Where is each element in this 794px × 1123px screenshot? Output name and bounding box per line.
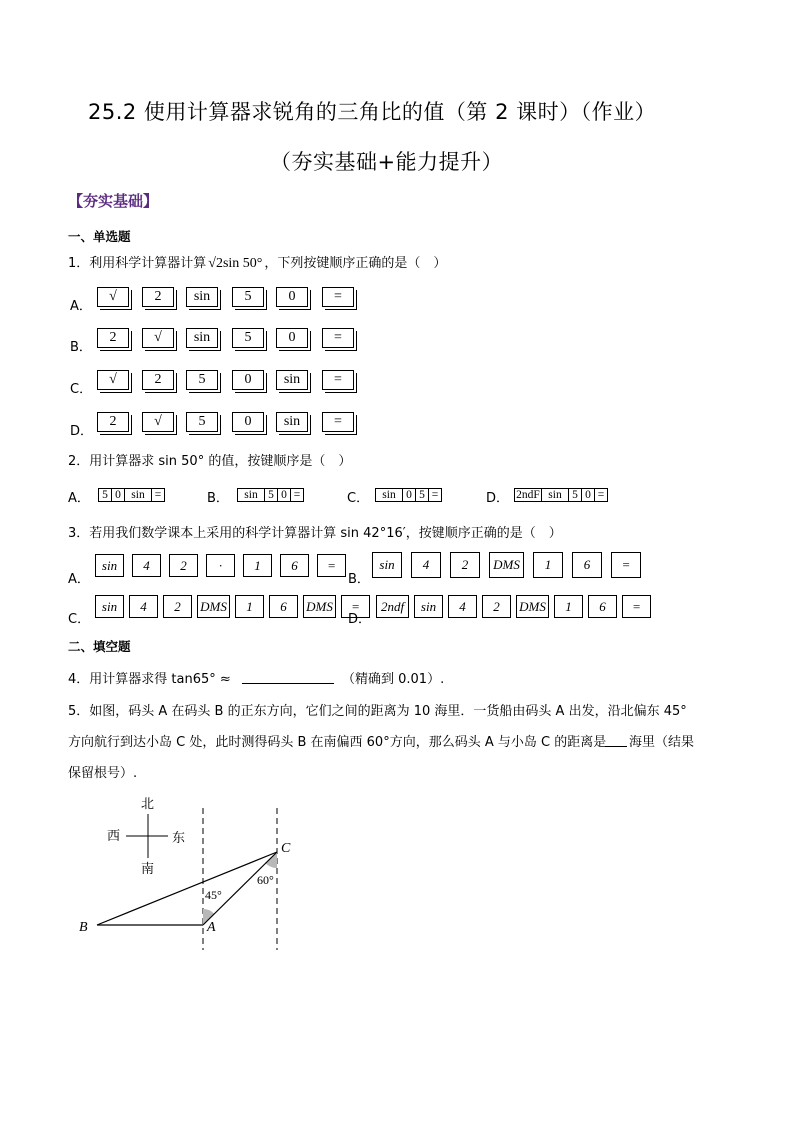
q1-option-b-key: = <box>322 328 354 348</box>
q2-option-a-label: A． <box>68 491 90 506</box>
q2-option-d-label: D． <box>486 491 510 506</box>
q3-option-b-key: sin <box>372 552 402 578</box>
angle-a-label: 45° <box>205 888 222 902</box>
question-4-precision: （精确到 0.01）. <box>342 672 445 687</box>
q2-option-a-key: sin <box>124 488 152 502</box>
compass-south-label: 南 <box>141 861 155 876</box>
page-title-line2: （夯实基础+能力提升） <box>270 150 504 174</box>
q3-option-d-key: 4 <box>448 595 477 618</box>
q1-option-b-label: B． <box>70 340 92 355</box>
q1-option-d-key: 2 <box>97 412 129 432</box>
compass-west-label: 西 <box>107 828 121 843</box>
q2-option-b-key: 0 <box>277 488 291 502</box>
q1-option-c-key: 0 <box>232 370 264 390</box>
q3-option-b-key: DMS <box>489 552 524 578</box>
q2-option-d-key: = <box>594 488 608 502</box>
q3-option-b-key: 4 <box>411 552 441 578</box>
q3-option-b-key: 1 <box>533 552 563 578</box>
q2-option-a-key: 5 <box>98 488 112 502</box>
q3-option-c-key: DMS <box>197 595 230 618</box>
q3-option-a-key: · <box>206 554 235 577</box>
q2-option-d-key: 0 <box>581 488 595 502</box>
q1-option-b-key: √ <box>142 328 174 348</box>
q1-option-a-key: = <box>322 287 354 307</box>
q3-option-c-key: = <box>341 595 370 618</box>
q1-option-a-label: A． <box>70 299 92 314</box>
q1-option-b-key: sin <box>186 328 218 348</box>
q3-option-d-key: 2ndf <box>376 595 409 618</box>
q1-option-a-key: 0 <box>276 287 308 307</box>
q2-option-a-key: = <box>151 488 165 502</box>
q3-option-a-key: sin <box>95 554 124 577</box>
q3-option-a-label: A． <box>68 572 90 587</box>
question-5-line2: 方向航行到达小岛 C 处，此时测得码头 B 在南偏西 60°方向，那么码头 A 与小岛 C 的距离是 <box>68 735 607 750</box>
question-5-line2-after: 海里（结果 <box>629 735 695 750</box>
question-5-line1: 5．如图，码头 A 在码头 B 的正东方向，它们之间的距离为 10 海里．一货船由码头 A 出发，沿北偏东 45° <box>68 704 687 719</box>
q3-option-d-key: 6 <box>588 595 617 618</box>
part-heading-single-choice: 一、单选题 <box>68 229 131 244</box>
q1-option-c-key: = <box>322 370 354 390</box>
q1-option-c-label: C． <box>70 382 93 397</box>
q3-option-b-label: B． <box>348 572 370 587</box>
q1-option-d-key: sin <box>276 412 308 432</box>
q3-option-c-key: 4 <box>129 595 158 618</box>
q3-option-d-key: 2 <box>482 595 511 618</box>
q2-option-a-key: 0 <box>111 488 125 502</box>
q3-option-d-key: sin <box>414 595 443 618</box>
q3-option-a-key: 2 <box>169 554 198 577</box>
q3-option-d-key: 1 <box>554 595 583 618</box>
q2-option-c-key: sin <box>375 488 403 502</box>
q2-option-b-label: B． <box>207 491 229 506</box>
q3-option-a-key: 4 <box>132 554 161 577</box>
q1-option-d-key: = <box>322 412 354 432</box>
q1-option-d-label: D． <box>70 424 94 439</box>
q2-option-b-key: sin <box>237 488 265 502</box>
q3-option-a-key: 6 <box>280 554 309 577</box>
question-1-expression: √2sin 50° <box>208 256 263 271</box>
compass-north-label: 北 <box>141 796 155 811</box>
question-3: 3．若用我们数学课本上采用的科学计算器计算 sin 42°16′，按键顺序正确的是（ ） <box>68 526 562 541</box>
q3-option-c-key: 6 <box>269 595 298 618</box>
q2-option-c-key: = <box>428 488 442 502</box>
question-1-text: 1．利用科学计算器计算 <box>68 256 207 271</box>
q1-option-a-key: 5 <box>232 287 264 307</box>
q1-option-b-key: 0 <box>276 328 308 348</box>
page-title-line1: 25.2 使用计算器求锐角的三角比的值（第 2 课时）（作业） <box>88 100 657 124</box>
q3-option-c-key: 1 <box>235 595 264 618</box>
q1-option-b-key: 5 <box>232 328 264 348</box>
question-4: 4．用计算器求得 tan65° ≈ <box>68 672 231 687</box>
q1-option-c-key: √ <box>97 370 129 390</box>
q3-option-d-label: D． <box>348 612 372 627</box>
question-5-line3: 保留根号）. <box>68 766 138 781</box>
segment-bc <box>97 852 277 925</box>
q3-option-b-key: 2 <box>450 552 480 578</box>
angle-c-label: 60° <box>257 873 274 887</box>
q2-option-d-key: 2ndF <box>514 488 542 502</box>
q1-option-c-key: sin <box>276 370 308 390</box>
point-b-label: B <box>79 920 88 935</box>
q3-option-b-key: = <box>611 552 641 578</box>
q3-option-c-key: DMS <box>303 595 336 618</box>
q1-option-d-key: 5 <box>186 412 218 432</box>
q2-option-b-key: = <box>290 488 304 502</box>
q1-option-d-key: 0 <box>232 412 264 432</box>
q1-option-c-key: 5 <box>186 370 218 390</box>
part-heading-fill-in: 二、填空题 <box>68 639 131 654</box>
point-a-label: A <box>207 920 216 935</box>
q2-option-c-label: C． <box>347 491 370 506</box>
q1-option-d-key: √ <box>142 412 174 432</box>
q2-option-c-key: 5 <box>415 488 429 502</box>
q1-option-a-key: √ <box>97 287 129 307</box>
q2-option-c-key: 0 <box>402 488 416 502</box>
q1-option-a-key: sin <box>186 287 218 307</box>
q1-option-c-key: 2 <box>142 370 174 390</box>
question-1-text-after: ，下列按键顺序正确的是（ ） <box>264 256 447 271</box>
q3-option-c-label: C． <box>68 612 91 627</box>
q3-option-b-key: 6 <box>572 552 602 578</box>
q2-option-b-key: 5 <box>264 488 278 502</box>
q3-option-a-key: 1 <box>243 554 272 577</box>
question-2: 2．用计算器求 sin 50° 的值，按键顺序是（ ） <box>68 454 352 469</box>
q1-option-a-key: 2 <box>142 287 174 307</box>
compass-east-label: 东 <box>172 830 186 845</box>
q3-option-d-key: DMS <box>516 595 549 618</box>
q2-option-d-key: sin <box>541 488 569 502</box>
q2-option-d-key: 5 <box>568 488 582 502</box>
q3-option-c-key: 2 <box>163 595 192 618</box>
section-heading-basic: 【夯实基础】 <box>68 192 159 210</box>
q3-option-c-key: sin <box>95 595 124 618</box>
point-c-label: C <box>281 841 291 856</box>
q3-option-d-key: = <box>622 595 651 618</box>
q3-option-a-key: = <box>317 554 346 577</box>
q1-option-b-key: 2 <box>97 328 129 348</box>
